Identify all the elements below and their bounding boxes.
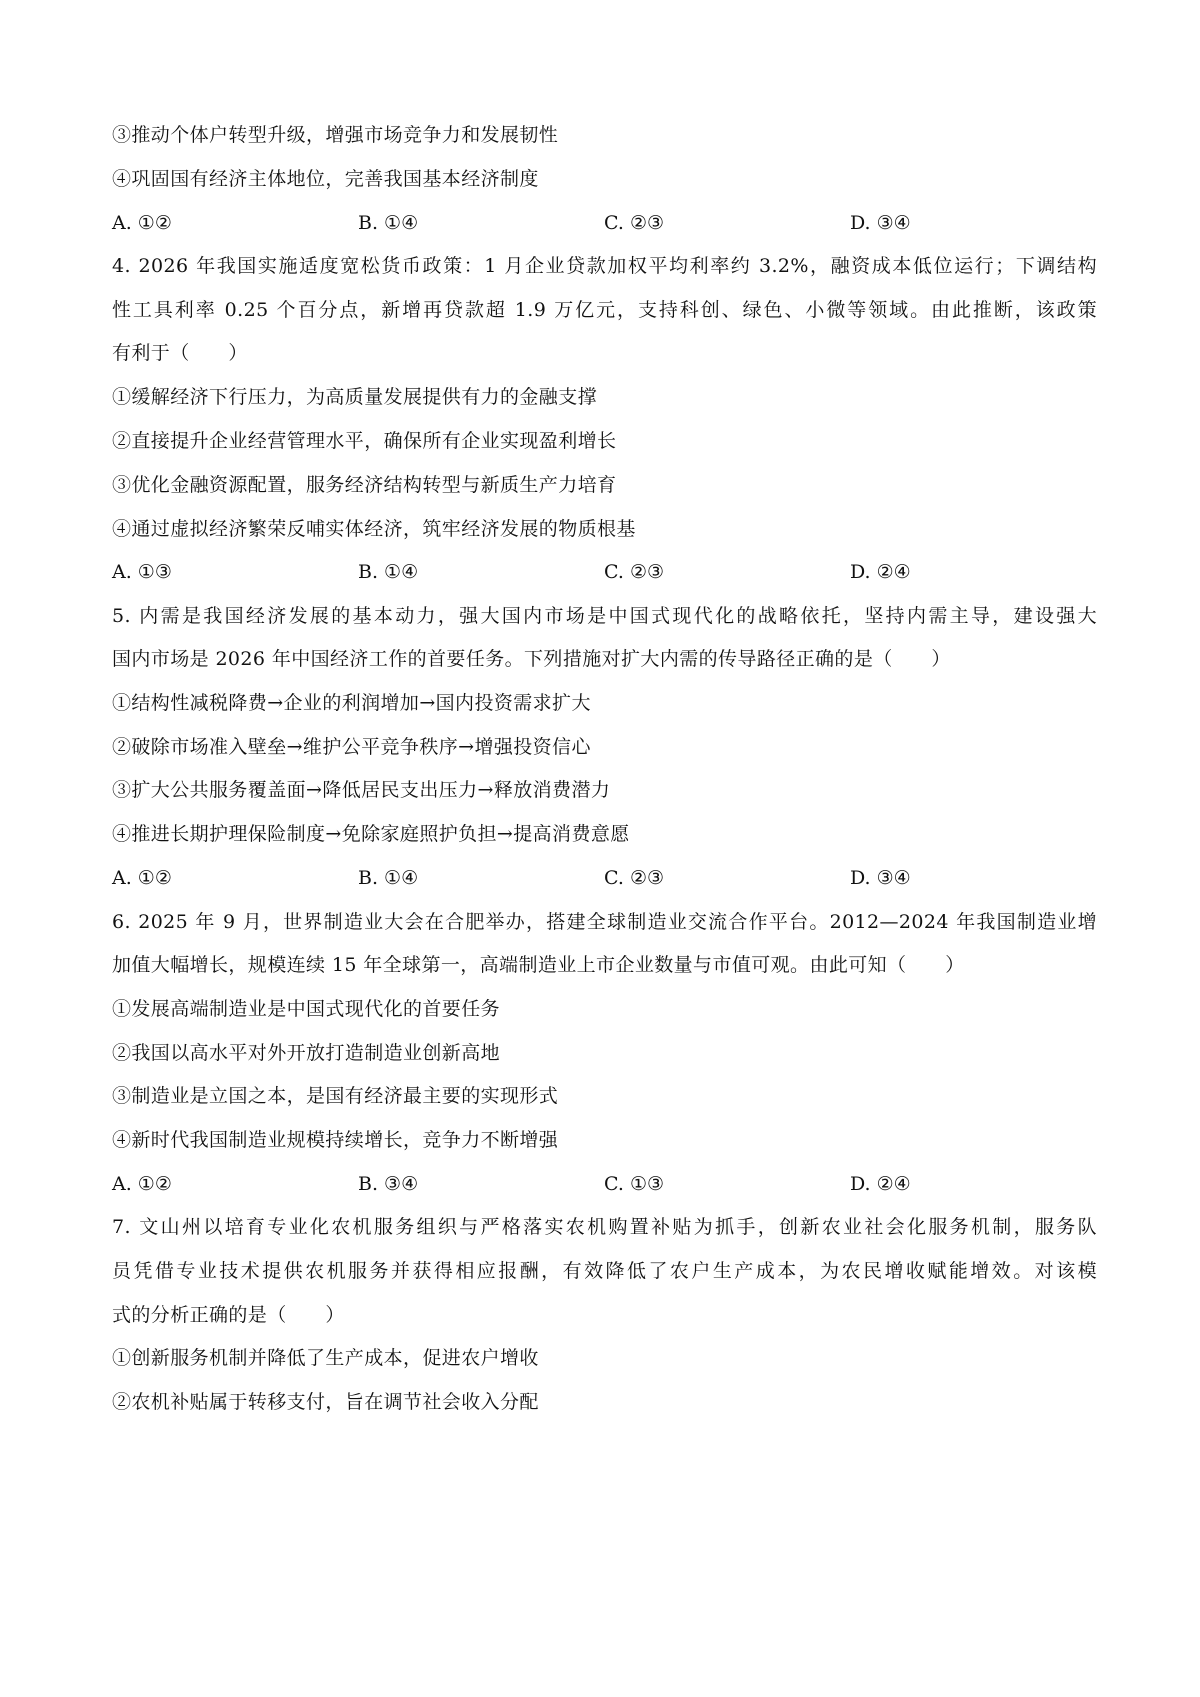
q3-option-4: ④巩固国有经济主体地位，完善我国基本经济制度 [112,168,539,190]
q4-option-4: ④通过虚拟经济繁荣反哺实体经济，筑牢经济发展的物质根基 [112,518,636,540]
q5-option-4: ④推进长期护理保险制度→免除家庭照护负担→提高消费意愿 [112,823,630,845]
q4-choice-d: D. ②④ [850,561,911,583]
q4-option-1: ①缓解经济下行压力，为高质量发展提供有力的金融支撑 [112,386,598,408]
q4-choice-a: A. ①③ [112,561,172,583]
q6-choice-c: C. ①③ [604,1173,665,1195]
q3-choice-d: D. ③④ [850,212,911,234]
q4-option-3: ③优化金融资源配置，服务经济结构转型与新质生产力培育 [112,474,617,496]
q4-stem-line-1: 4. 2026 年我国实施适度宽松货币政策：1 月企业贷款加权平均利率约 3.2%，融资成本低位运行；下调结构 [112,255,1097,277]
q7-option-1: ①创新服务机制并降低了生产成本，促进农户增收 [112,1347,539,1369]
q5-choice-c: C. ②③ [604,867,665,889]
q4-choices [112,560,1097,584]
q7-stem-line-3: 式的分析正确的是（ ） [112,1304,345,1326]
q6-choice-a: A. ①② [112,1173,172,1195]
q7-stem-line-2: 员凭借专业技术提供农机服务并获得相应报酬，有效降低了农户生产成本，为农民增收赋能增效。对该模 [112,1260,1097,1282]
q7-stem-line-1: 7. 文山州以培育专业化农机服务组织与严格落实农机购置补贴为抓手，创新农业社会化服务机制，服务队 [112,1216,1097,1238]
q6-stem-line-2: 加值大幅增长，规模连续 15 年全球第一，高端制造业上市企业数量与市值可观。由此可知（ ） [112,954,965,976]
q5-choices [112,866,1097,890]
q6-choice-d: D. ②④ [850,1173,911,1195]
q6-choice-b: B. ③④ [358,1173,419,1195]
q3-choices [112,211,1097,235]
q5-option-3: ③扩大公共服务覆盖面→降低居民支出压力→释放消费潜力 [112,779,611,801]
q5-option-1: ①结构性减税降费→企业的利润增加→国内投资需求扩大 [112,692,591,714]
q3-choice-b: B. ①④ [358,212,419,234]
q3-option-3: ③推动个体户转型升级，增强市场竞争力和发展韧性 [112,124,559,146]
q5-stem-line-1: 5. 内需是我国经济发展的基本动力，强大国内市场是中国式现代化的战略依托，坚持内需主导，建设强大 [112,605,1097,627]
q6-stem-line-1: 6. 2025 年 9 月，世界制造业大会在合肥举办，搭建全球制造业交流合作平台。2012—2024 年我国制造业增 [112,911,1097,933]
q3-choice-c: C. ②③ [604,212,665,234]
q4-stem-line-3: 有利于（ ） [112,342,248,364]
q6-option-3: ③制造业是立国之本，是国有经济最主要的实现形式 [112,1085,559,1107]
q4-option-2: ②直接提升企业经营管理水平，确保所有企业实现盈利增长 [112,430,617,452]
q5-stem-line-2: 国内市场是 2026 年中国经济工作的首要任务。下列措施对扩大内需的传导路径正确的是（ ） [112,648,951,670]
q4-choice-c: C. ②③ [604,561,665,583]
q5-option-2: ②破除市场准入壁垒→维护公平竞争秩序→增强投资信心 [112,736,591,758]
q6-option-4: ④新时代我国制造业规模持续增长，竞争力不断增强 [112,1129,559,1151]
q5-choice-d: D. ③④ [850,867,911,889]
q4-stem-line-2: 性工具利率 0.25 个百分点，新增再贷款超 1.9 万亿元，支持科创、绿色、小微等领域。由此推断，该政策 [112,299,1097,321]
q3-choice-a: A. ①② [112,212,172,234]
q7-option-2: ②农机补贴属于转移支付，旨在调节社会收入分配 [112,1391,539,1413]
q5-choice-b: B. ①④ [358,867,419,889]
q6-choices [112,1172,1097,1196]
q4-choice-b: B. ①④ [358,561,419,583]
q6-option-1: ①发展高端制造业是中国式现代化的首要任务 [112,998,501,1020]
q6-option-2: ②我国以高水平对外开放打造制造业创新高地 [112,1042,501,1064]
q5-choice-a: A. ①② [112,867,172,889]
